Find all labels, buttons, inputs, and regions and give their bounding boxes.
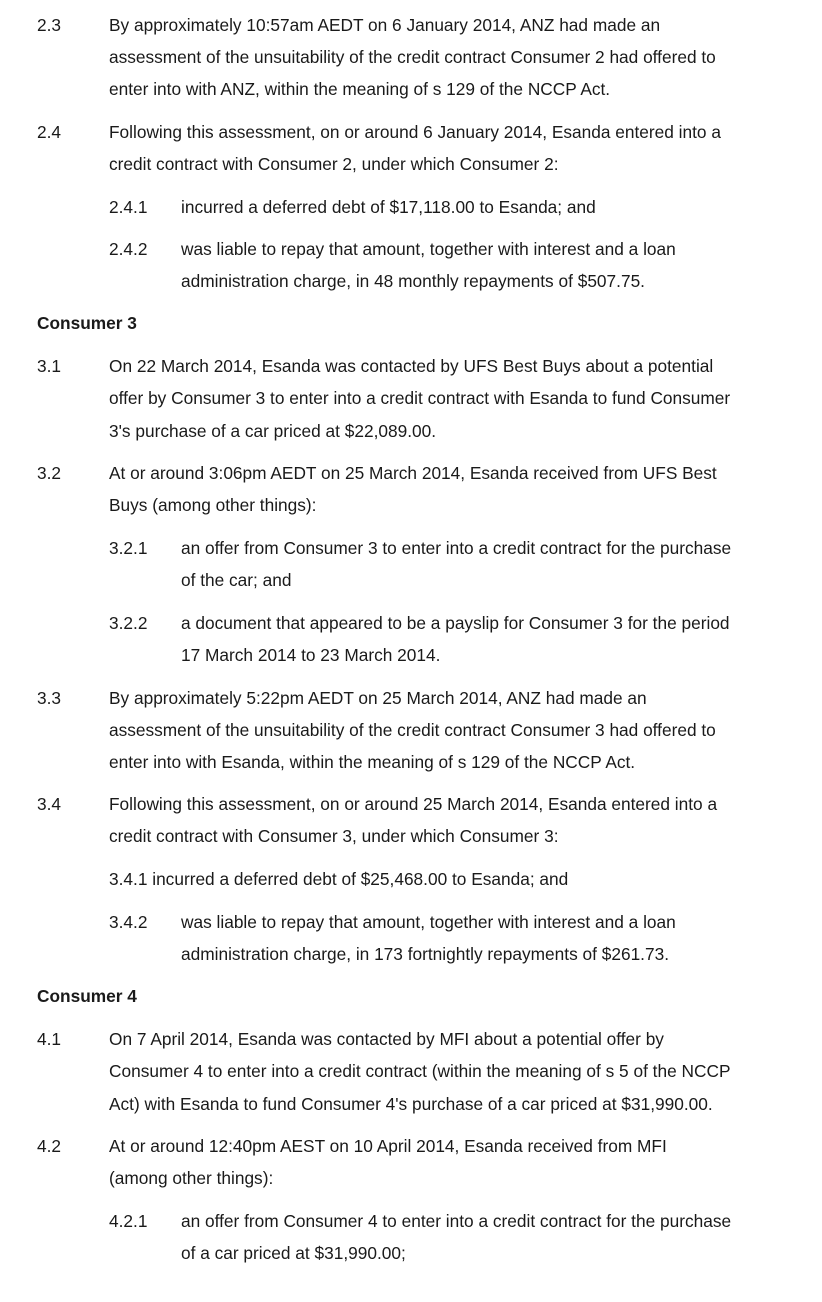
paragraph-number: 2.3 — [37, 15, 62, 35]
paragraph-text-line: By approximately 10:57am AEDT on 6 January 2014, ANZ had made an — [109, 15, 661, 35]
paragraph-text-line: credit contract with Consumer 2, under which Consumer 2: — [109, 154, 559, 174]
paragraph-text-line: Consumer 4 to enter into a credit contract (within the meaning of s 5 of the NCCP — [109, 1061, 731, 1081]
paragraph-number: 3.4 — [37, 794, 62, 814]
subparagraph-number: 4.2.1 — [109, 1211, 148, 1231]
paragraph-number: 4.1 — [37, 1029, 62, 1049]
paragraph-text-line: Following this assessment, on or around 6 January 2014, Esanda entered into a — [109, 122, 721, 142]
subparagraph-text-line: of a car priced at $31,990.00; — [181, 1243, 406, 1263]
paragraph-text-line: Following this assessment, on or around 25 March 2014, Esanda entered into a — [109, 794, 718, 814]
subparagraph-number: 3.4.2 — [109, 912, 148, 932]
paragraph-text-line: enter into with ANZ, within the meaning of s 129 of the NCCP Act. — [109, 79, 611, 99]
subparagraph-text-line: was liable to repay that amount, together with interest and a loan — [181, 912, 676, 932]
subparagraph-text-line: administration charge, in 173 fortnightly repayments of $261.73. — [181, 944, 670, 964]
paragraph-text-line: (among other things): — [109, 1168, 274, 1188]
paragraph-text-line: offer by Consumer 3 to enter into a credit contract with Esanda to fund Consumer — [109, 388, 731, 408]
paragraph-text-line: assessment of the unsuitability of the credit contract Consumer 3 had offered to — [109, 720, 716, 740]
subparagraph-inline: 3.4.1 incurred a deferred debt of $25,468.00 to Esanda; and — [109, 869, 569, 889]
section-heading: Consumer 4 — [37, 986, 137, 1006]
paragraph-text-line: Buys (among other things): — [109, 495, 317, 515]
paragraph-text-line: 3's purchase of a car priced at $22,089.00. — [109, 421, 437, 441]
paragraph-number: 3.2 — [37, 463, 62, 483]
paragraph-number: 3.1 — [37, 356, 62, 376]
paragraph-text-line: assessment of the unsuitability of the credit contract Consumer 2 had offered to — [109, 47, 716, 67]
paragraph-text-line: enter into with Esanda, within the meaning of s 129 of the NCCP Act. — [109, 752, 636, 772]
section-heading: Consumer 3 — [37, 313, 137, 333]
paragraph-number: 2.4 — [37, 122, 62, 142]
paragraph-text-line: Act) with Esanda to fund Consumer 4's purchase of a car priced at $31,990.00. — [109, 1094, 713, 1114]
subparagraph-text-line: administration charge, in 48 monthly repayments of $507.75. — [181, 271, 645, 291]
paragraph-text-line: On 22 March 2014, Esanda was contacted by UFS Best Buys about a potential — [109, 356, 714, 376]
subparagraph-number: 2.4.1 — [109, 197, 148, 217]
paragraph-text-line: By approximately 5:22pm AEDT on 25 March 2014, ANZ had made an — [109, 688, 647, 708]
subparagraph-text-line: of the car; and — [181, 570, 292, 590]
subparagraph-number: 2.4.2 — [109, 239, 148, 259]
paragraph-text-line: At or around 3:06pm AEDT on 25 March 2014, Esanda received from UFS Best — [109, 463, 717, 483]
paragraph-text-line: At or around 12:40pm AEST on 10 April 2014, Esanda received from MFI — [109, 1136, 667, 1156]
subparagraph-text-line: an offer from Consumer 4 to enter into a credit contract for the purchase — [181, 1211, 732, 1231]
subparagraph-number: 3.2.2 — [109, 613, 148, 633]
paragraph-number: 3.3 — [37, 688, 62, 708]
subparagraph-text-line: a document that appeared to be a payslip for Consumer 3 for the period — [181, 613, 730, 633]
paragraph-number: 4.2 — [37, 1136, 62, 1156]
subparagraph-text-line: an offer from Consumer 3 to enter into a credit contract for the purchase — [181, 538, 732, 558]
subparagraph-number: 3.2.1 — [109, 538, 148, 558]
paragraph-text-line: On 7 April 2014, Esanda was contacted by MFI about a potential offer by — [109, 1029, 664, 1049]
subparagraph-text-line: 17 March 2014 to 23 March 2014. — [181, 645, 441, 665]
subparagraph-text-line: was liable to repay that amount, together with interest and a loan — [181, 239, 676, 259]
paragraph-text-line: credit contract with Consumer 3, under which Consumer 3: — [109, 826, 559, 846]
subparagraph-text-line: incurred a deferred debt of $17,118.00 to Esanda; and — [181, 197, 596, 217]
